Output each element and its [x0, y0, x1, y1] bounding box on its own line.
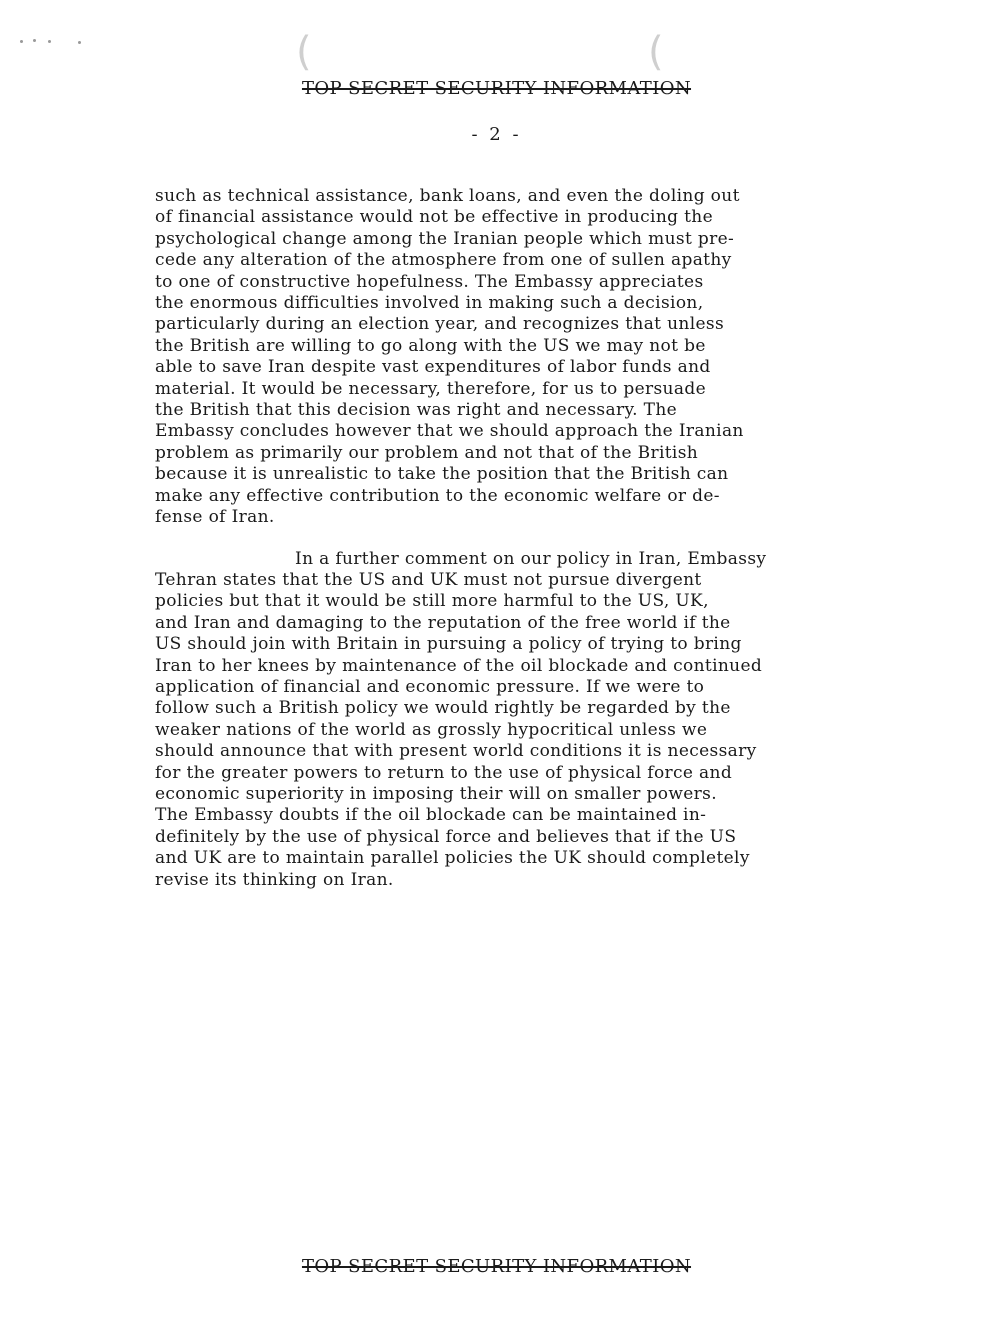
text-line: psychological change among the Iranian people which must pre- — [155, 228, 735, 249]
text-line: because it is unrealistic to take the position that the British can — [155, 464, 729, 485]
text-line: The Embassy doubts if the oil blockade can be maintained in- — [155, 805, 707, 826]
text-line: In a further comment on our policy in Iran, Embassy — [295, 548, 767, 569]
binder-hole-mark-left-icon: ( — [296, 29, 312, 75]
text-line: to one of constructive hopefulness. The Embassy appreciates — [155, 271, 704, 292]
text-line: Embassy concludes however that we should approach the Iranian — [155, 421, 744, 442]
binder-hole-mark-right-icon: ( — [648, 29, 664, 75]
text-line: able to save Iran despite vast expenditures of labor funds and — [155, 357, 711, 378]
page-number: - 2 - — [471, 124, 522, 145]
text-line: application of financial and economic pressure. If we were to — [155, 676, 705, 697]
memo-body — [155, 186, 875, 891]
text-line: of financial assistance would not be effective in producing the — [155, 207, 714, 228]
paper-speck — [20, 40, 23, 43]
text-line: for the greater powers to return to the use of physical force and — [155, 762, 733, 783]
text-line: should announce that with present world conditions it is necessary — [155, 741, 757, 762]
text-line: revise its thinking on Iran. — [155, 869, 394, 890]
text-line: Tehran states that the US and UK must not pursue divergent — [155, 569, 702, 590]
text-line: problem as primarily our problem and not that of the British — [155, 442, 699, 463]
text-line: the British that this decision was right and necessary. The — [155, 400, 678, 421]
paper-speck — [48, 40, 51, 43]
text-line: the enormous difficulties involved in making such a decision, — [155, 293, 704, 314]
text-line: and UK are to maintain parallel policies the UK should completely — [155, 848, 750, 869]
text-line: fense of Iran. — [155, 507, 275, 528]
classification-header-text: TOP SECRET SECURITY INFORMATION — [301, 78, 692, 99]
classification-footer-text: TOP SECRET SECURITY INFORMATION — [301, 1256, 692, 1277]
paper-speck — [78, 41, 81, 44]
text-line: economic superiority in imposing their will on smaller powers. — [155, 783, 717, 804]
paragraph-1 — [155, 186, 875, 529]
text-line: US should join with Britain in pursuing a policy of trying to bring — [155, 634, 742, 655]
text-line: policies but that it would be still more harmful to the US, UK, — [155, 591, 709, 612]
text-line: material. It would be necessary, therefore, for us to persuade — [155, 378, 706, 399]
text-line: such as technical assistance, bank loans, and even the doling out — [155, 186, 740, 206]
paper-speck — [33, 39, 36, 42]
classification-footer — [0, 1256, 993, 1277]
text-line: follow such a British policy we would rightly be regarded by the — [155, 698, 731, 719]
text-line: particularly during an election year, and recognizes that unless — [155, 314, 725, 335]
text-line: the British are willing to go along with the US we may not be — [155, 335, 706, 356]
text-line: definitely by the use of physical force and believes that if the US — [155, 826, 737, 847]
text-line: Iran to her knees by maintenance of the oil blockade and continued — [155, 655, 763, 676]
text-line: make any effective contribution to the economic welfare or de- — [155, 485, 720, 506]
text-line: and Iran and damaging to the reputation of the free world if the — [155, 612, 731, 633]
text-line: weaker nations of the world as grossly hypocritical unless we — [155, 719, 708, 740]
paragraph-gap — [155, 529, 875, 549]
classification-header — [0, 78, 993, 99]
paragraph-2 — [155, 549, 875, 892]
text-line: cede any alteration of the atmosphere from one of sullen apathy — [155, 250, 732, 271]
